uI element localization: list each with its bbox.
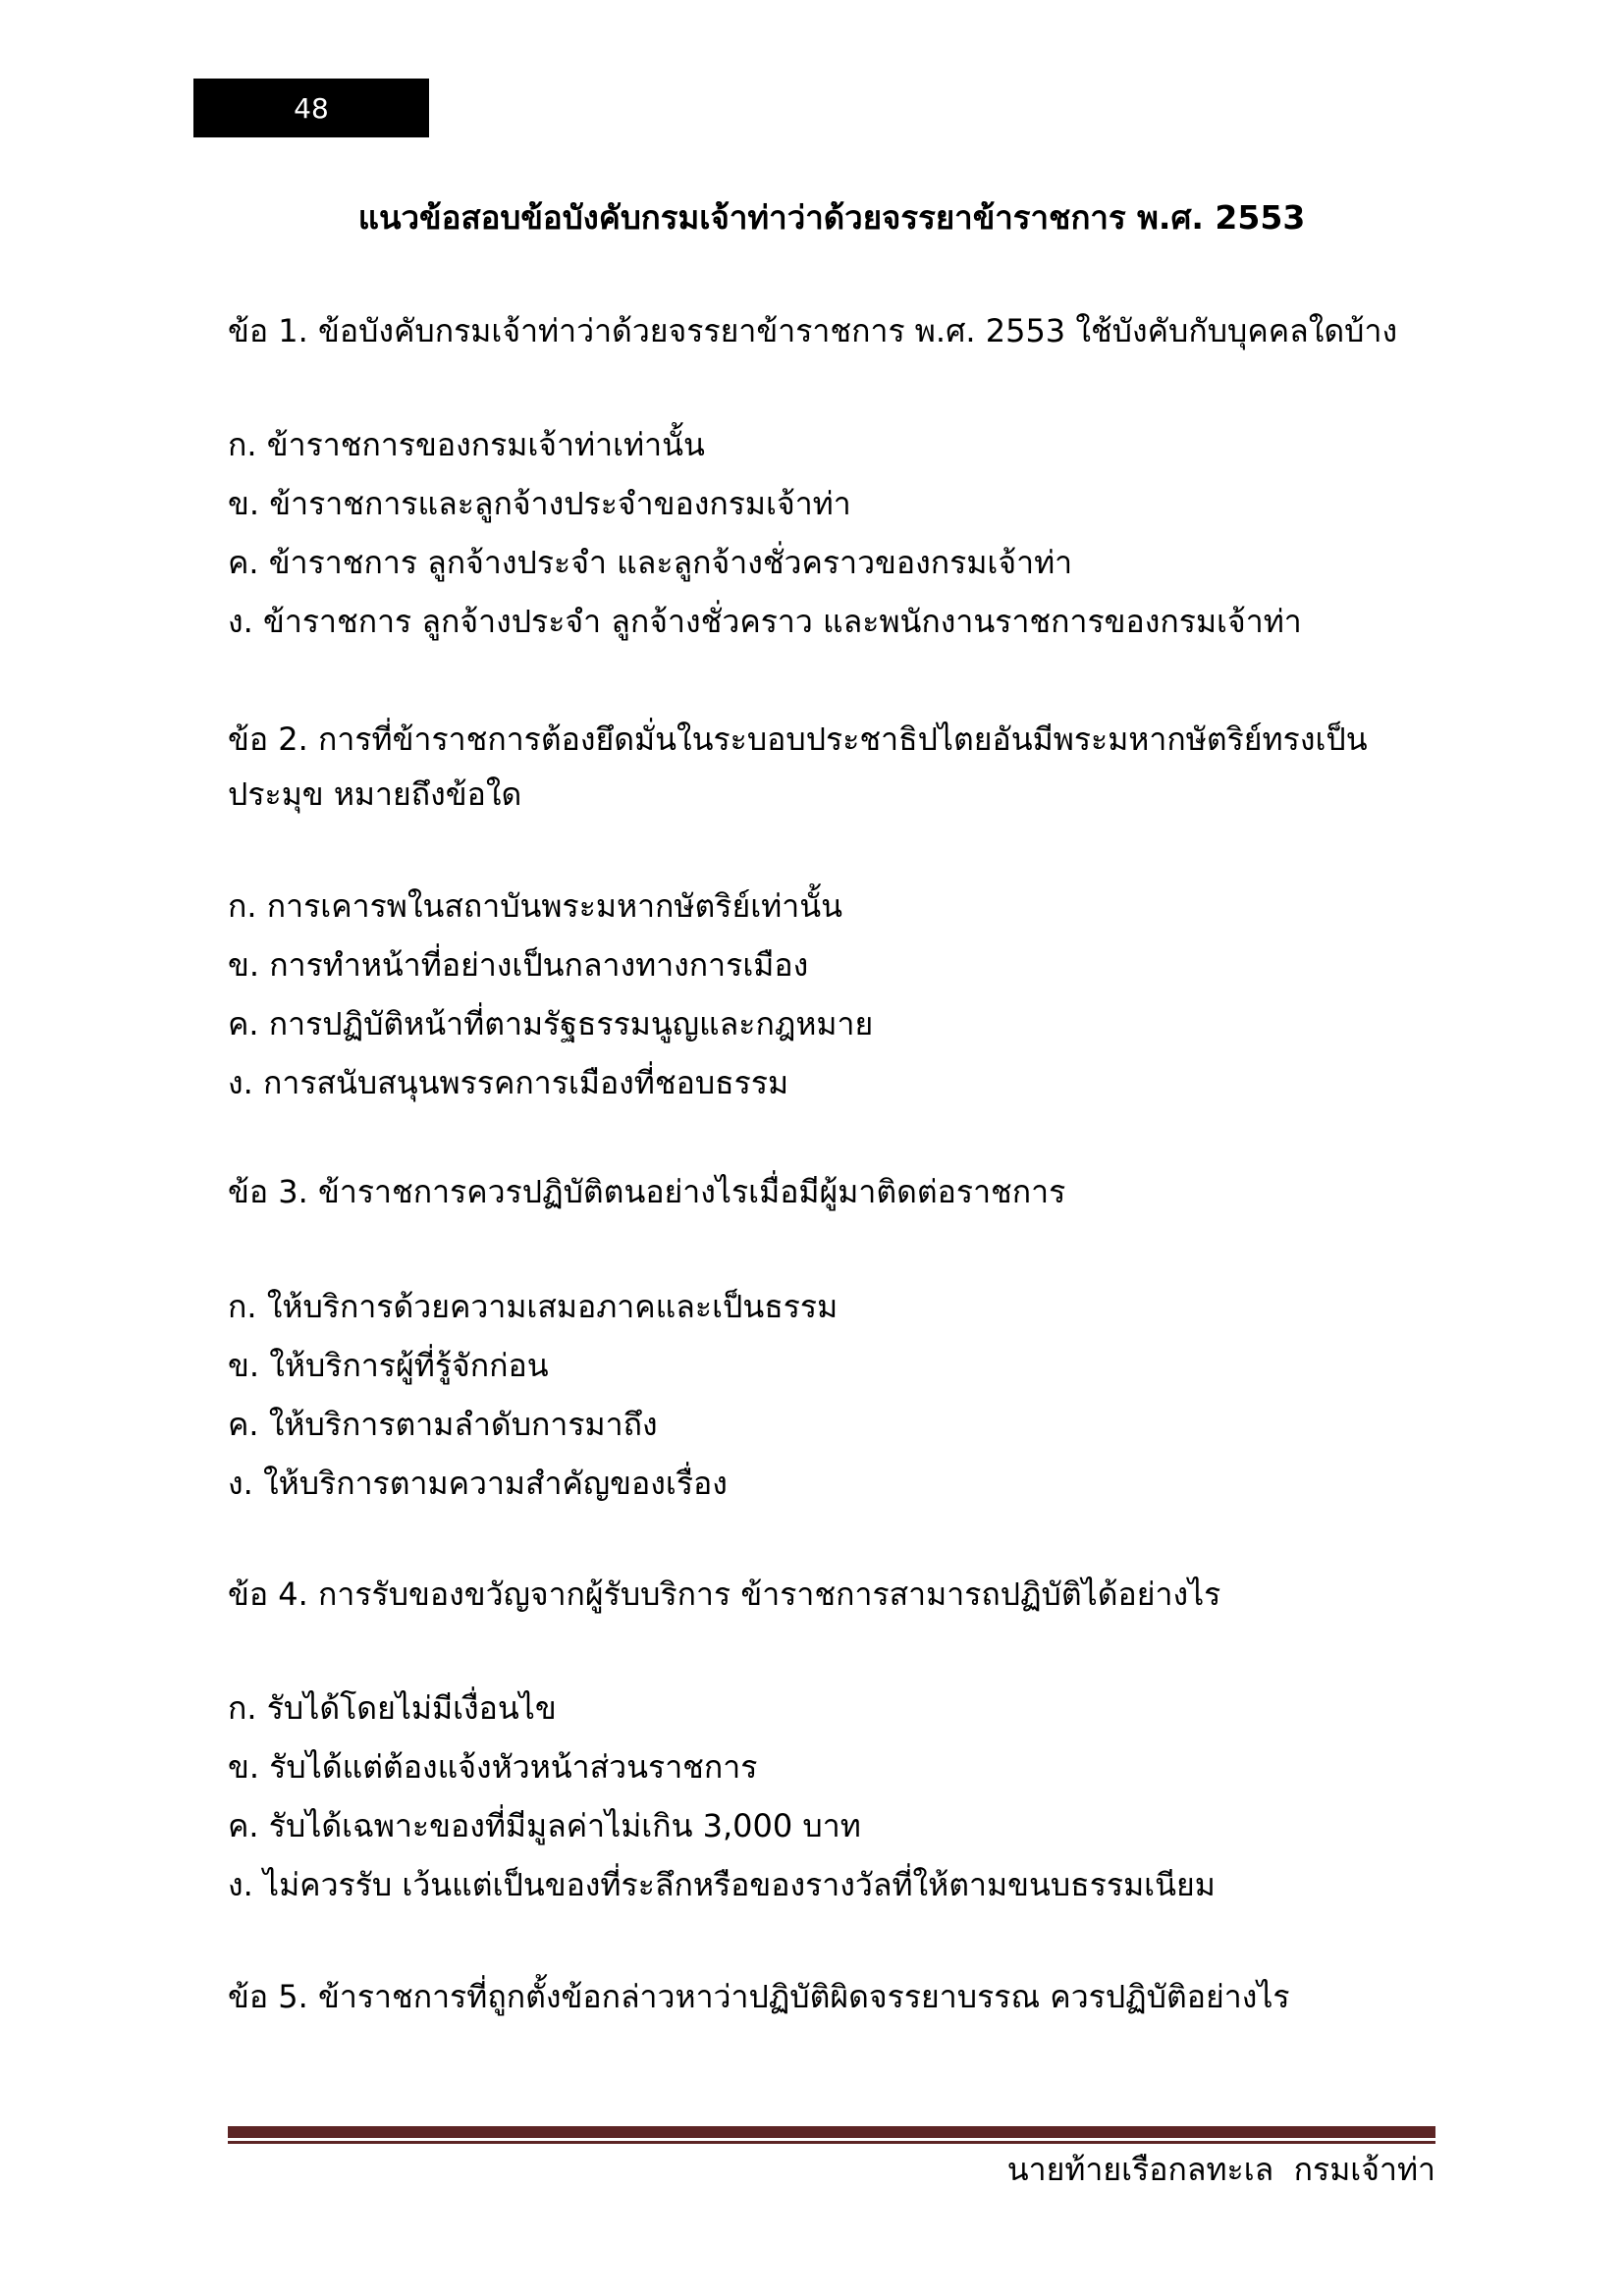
choice-line: [228, 1855, 1435, 1914]
choice-label: ค.: [228, 1005, 259, 1042]
question-5: [228, 1969, 1435, 2024]
choice-label: ค.: [228, 1807, 259, 1844]
choice-line: [228, 994, 1435, 1053]
question-1-text: ข้อบังคับกรมเจ้าท่าว่าด้วยจรรยาข้าราชการ พ.ศ. 2553 ใช้บังคับกับบุคคลใดบ้าง: [317, 312, 1398, 349]
choice-line: [228, 1277, 1435, 1336]
choice-text: ให้บริการตามลำดับการมาถึง: [268, 1406, 658, 1443]
choice-label: ข.: [228, 946, 260, 984]
choice-text: การเคารพในสถาบันพระมหากษัตริย์เท่านั้น: [266, 887, 842, 925]
choice-line: [228, 1336, 1435, 1395]
choice-label: ง.: [228, 603, 253, 640]
choice-line: [228, 592, 1435, 651]
question-3-choices: [228, 1277, 1435, 1513]
choice-label: ง.: [228, 1064, 253, 1101]
choice-label: ก.: [228, 426, 257, 463]
choice-text: รับได้โดยไม่มีเงื่อนไข: [266, 1689, 557, 1727]
question-4-text: การรับของขวัญจากผู้รับบริการ ข้าราชการสามารถปฏิบัติได้อย่างไร: [317, 1575, 1221, 1613]
choice-label: ค.: [228, 544, 259, 581]
question-1: [228, 303, 1435, 358]
choice-text: ให้บริการผู้ที่รู้จักก่อน: [269, 1347, 549, 1384]
choice-text: รับได้แต่ต้องแจ้งหัวหน้าส่วนราชการ: [269, 1748, 758, 1786]
choice-text: ข้าราชการ ลูกจ้างประจำ และลูกจ้างชั่วคราวของกรมเจ้าท่า: [268, 544, 1073, 581]
choice-text: การปฏิบัติหน้าที่ตามรัฐธรรมนูญและกฎหมาย: [268, 1005, 874, 1042]
footer-text: นายท้ายเรือกลทะเล กรมเจ้าท่า: [1006, 2151, 1435, 2188]
question-5-label: ข้อ 5.: [228, 1978, 308, 2015]
question-3: [228, 1164, 1435, 1219]
choice-label: ข.: [228, 1748, 260, 1786]
choice-label: ง.: [228, 1465, 253, 1502]
question-4-choices: [228, 1679, 1435, 1914]
choice-text: ไม่ควรรับ เว้นแต่เป็นของที่ระลึกหรือของรางวัลที่ให้ตามขนบธรรมเนียม: [262, 1866, 1216, 1903]
choice-line: [228, 1737, 1435, 1796]
question-4: [228, 1567, 1435, 1622]
choice-line: [228, 415, 1435, 474]
choice-label: ข.: [228, 485, 260, 522]
question-1-choices: [228, 415, 1435, 651]
choice-label: ก.: [228, 1689, 257, 1727]
question-5-text: ข้าราชการที่ถูกตั้งข้อกล่าวหาว่าปฏิบัติผิดจรรยาบรรณ ควรปฏิบัติอย่างไร: [317, 1978, 1290, 2015]
choice-line: [228, 474, 1435, 533]
choice-label: ก.: [228, 887, 257, 925]
footer-rule-thick: [228, 2126, 1435, 2138]
question-3-text: ข้าราชการควรปฏิบัติตนอย่างไรเมื่อมีผู้มาติดต่อราชการ: [317, 1173, 1066, 1210]
page-title: แนวข้อสอบข้อบังคับกรมเจ้าท่าว่าด้วยจรรยาข้าราชการ พ.ศ. 2553: [357, 198, 1306, 237]
question-2-text: การที่ข้าราชการต้องยึดมั่นในระบอบประชาธิปไตยอันมีพระมหากษัตริย์ทรงเป็นประมุข หมายถึงข้อใด: [228, 721, 1368, 813]
choice-line: [228, 533, 1435, 592]
page-number: 48: [294, 91, 329, 125]
question-2-choices: [228, 877, 1435, 1112]
choice-line: [228, 1796, 1435, 1855]
page-number-box: [193, 79, 429, 137]
choice-text: ข้าราชการของกรมเจ้าท่าเท่านั้น: [266, 426, 705, 463]
choice-line: [228, 1395, 1435, 1454]
choice-text: ให้บริการตามความสำคัญของเรื่อง: [262, 1465, 728, 1502]
choice-label: ง.: [228, 1866, 253, 1903]
choice-line: [228, 877, 1435, 935]
choice-line: [228, 1454, 1435, 1513]
choice-text: การทำหน้าที่อย่างเป็นกลางทางการเมือง: [269, 946, 809, 984]
choice-label: ค.: [228, 1406, 259, 1443]
choice-text: ให้บริการด้วยความเสมอภาคและเป็นธรรม: [266, 1288, 839, 1325]
choice-text: การสนับสนุนพรรคการเมืองที่ชอบธรรม: [262, 1064, 789, 1101]
choice-line: [228, 935, 1435, 994]
question-1-label: ข้อ 1.: [228, 312, 308, 349]
footer-rule-thin: [228, 2141, 1435, 2144]
question-2-label: ข้อ 2.: [228, 721, 308, 758]
choice-label: ก.: [228, 1288, 257, 1325]
choice-line: [228, 1679, 1435, 1737]
choice-label: ข.: [228, 1347, 260, 1384]
question-3-label: ข้อ 3.: [228, 1173, 308, 1210]
choice-text: รับได้เฉพาะของที่มีมูลค่าไม่เกิน 3,000 บาท: [268, 1807, 861, 1844]
choice-text: ข้าราชการ ลูกจ้างประจำ ลูกจ้างชั่วคราว และพนักงานราชการของกรมเจ้าท่า: [262, 603, 1302, 640]
choice-line: [228, 1053, 1435, 1112]
question-2: [228, 712, 1435, 822]
choice-text: ข้าราชการและลูกจ้างประจำของกรมเจ้าท่า: [269, 485, 851, 522]
question-4-label: ข้อ 4.: [228, 1575, 308, 1613]
